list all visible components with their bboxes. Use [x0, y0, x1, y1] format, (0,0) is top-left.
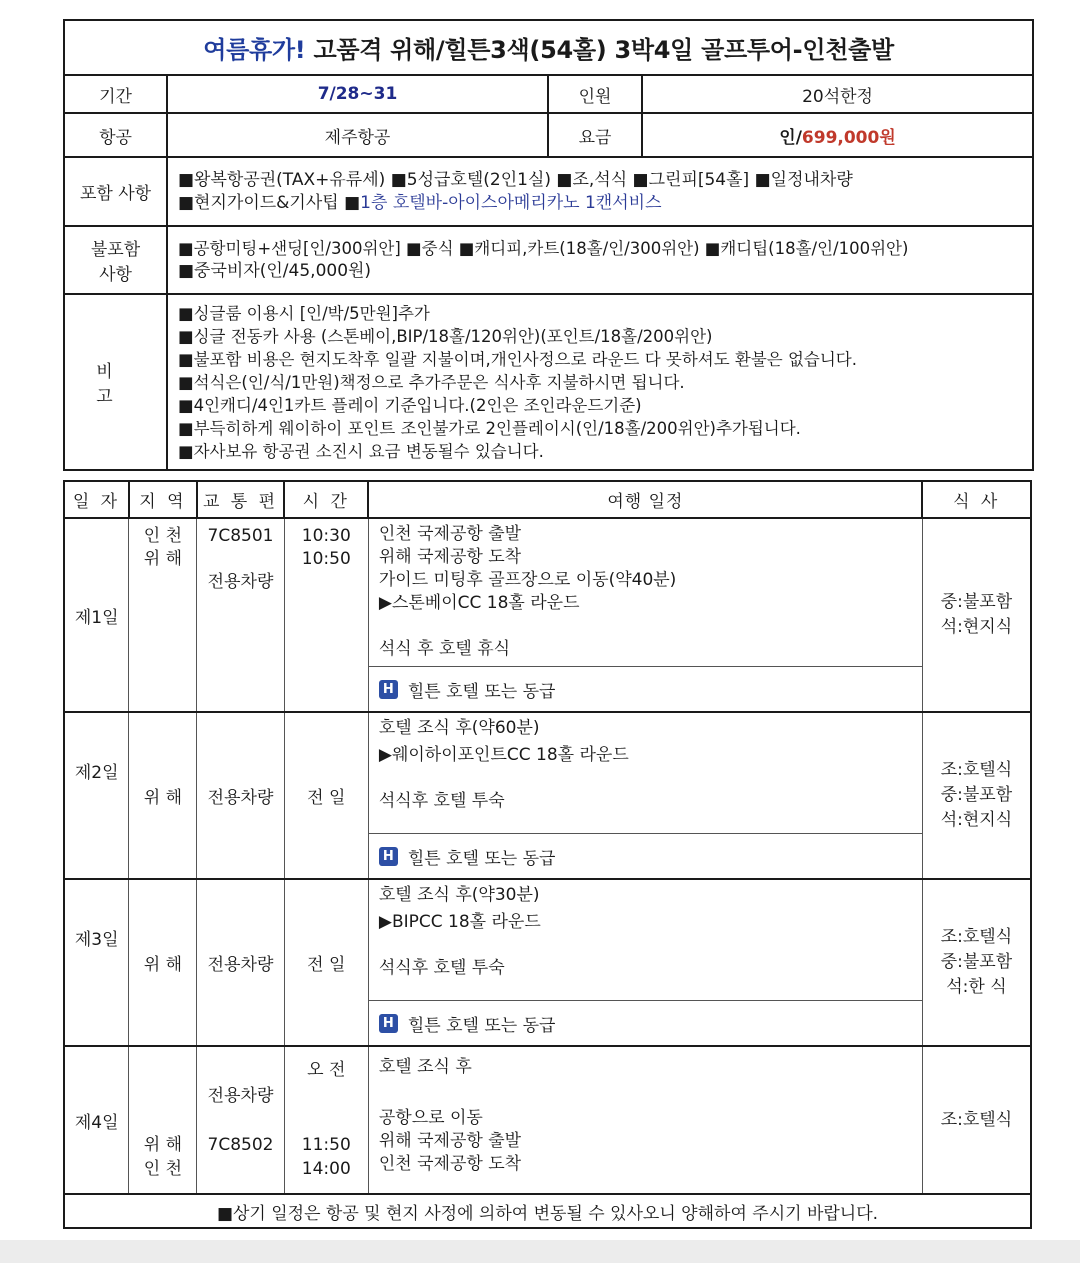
header-plan: 여행 일정	[368, 481, 922, 518]
header-time: 시 간	[284, 481, 368, 518]
header-day: 일 자	[64, 481, 129, 518]
footer-notice: ■상기 일정은 항공 및 현지 사정에 의하여 변동될 수 있사오니 양해하여 주시기 바랍니다.	[64, 1194, 1031, 1228]
plan-item: 석식 후 호텔 휴식	[378, 639, 511, 659]
time-item: 11:50	[301, 1135, 351, 1155]
meals-cell: 조:호텔식	[922, 1046, 1031, 1194]
hotel-text: 힐튼 호텔 또는 동급	[407, 1015, 556, 1036]
notes-label: 비 고	[64, 294, 167, 470]
price-value: 699,000원	[801, 127, 896, 148]
note-item: ■불포함 비용은 현지도착후 일괄 지불이며,개인사정으로 라운드 다 못하셔도 환불은 없습니다.	[178, 349, 857, 369]
plan-item: 호텔 조식 후(약60분)	[378, 718, 540, 738]
plan-item: 인천 국제공항 출발	[378, 524, 522, 544]
tour-info-table	[63, 19, 1034, 471]
time-item: 10:50	[301, 549, 351, 569]
plan-item: 인천 국제공항 도착	[378, 1154, 522, 1174]
time-item: 오 전	[307, 1060, 346, 1080]
notes-list	[167, 294, 1033, 470]
plan-item: 공항으로 이동	[378, 1108, 483, 1128]
table-row	[64, 712, 1031, 879]
title-text: 고품격 위해/힐튼3색(54홀) 3박4일 골프투어-인천출발	[313, 36, 894, 64]
day-label: 제4일	[64, 1046, 129, 1194]
region-item: 위 해	[143, 549, 183, 569]
header-region: 지 역	[129, 481, 197, 518]
plan-item: 위해 국제공항 출발	[378, 1131, 522, 1151]
hotel-text: 힐튼 호텔 또는 동급	[407, 681, 556, 702]
region-item: 인 천	[143, 526, 183, 546]
included-label: 포함 사항	[64, 157, 167, 226]
region-item: 인 천	[143, 1159, 183, 1179]
hotel-line	[369, 1000, 922, 1045]
time-item: 전 일	[284, 879, 368, 1046]
time-item: 전 일	[284, 712, 368, 879]
header-transport: 교 통 편	[197, 481, 284, 518]
hotel-icon: H	[379, 847, 398, 866]
meals-cell: 중:불포함 석:현지식	[922, 518, 1031, 712]
transport-item: 전용차량	[207, 572, 274, 592]
plan-item: 호텔 조식 후	[378, 1057, 472, 1077]
note-item: ■4인캐디/4인1카트 플레이 기준입니다.(2인은 조인라운드기준)	[178, 395, 642, 415]
price-label: 요금	[548, 113, 642, 157]
itinerary-table	[63, 480, 1032, 1229]
time-item: 10:30	[301, 526, 351, 546]
excluded-line-2: ■중국비자(인/45,000원)	[178, 261, 372, 281]
plan-item: ▶BIPCC 18홀 라운드	[378, 912, 541, 932]
excluded-label: 불포함 사항	[64, 226, 167, 294]
included-line-1: ■왕복항공권(TAX+유류세) ■5성급호텔(2인1실) ■조,석식 ■그린피[54홀] ■일정내차량	[178, 169, 853, 190]
table-row	[64, 518, 1031, 712]
page-margin	[0, 1240, 1080, 1263]
region-item: 위 해	[143, 1135, 183, 1155]
plan-item: ▶웨이하이포인트CC 18홀 라운드	[378, 745, 629, 765]
excluded-items	[167, 226, 1033, 294]
airline-label: 항공	[64, 113, 167, 157]
plan-item: 석식후 호텔 투숙	[378, 791, 505, 811]
hotel-text: 힐튼 호텔 또는 동급	[407, 848, 556, 869]
header-meals: 식 사	[922, 481, 1031, 518]
day-label: 제3일	[64, 879, 129, 1046]
page-title	[64, 20, 1033, 75]
plan-item: 석식후 호텔 투숙	[378, 958, 505, 978]
plan-item: 호텔 조식 후(약30분)	[378, 885, 540, 905]
transport-item: 7C8501	[207, 526, 274, 546]
plan-item: 가이드 미팅후 골프장으로 이동(약40분)	[378, 570, 677, 590]
people-label: 인원	[548, 75, 642, 113]
hotel-icon: H	[379, 680, 398, 699]
note-item: ■석식은(인/식/1만원)책정으로 추가주문은 식사후 지불하시면 됩니다.	[178, 372, 685, 392]
period-label: 기간	[64, 75, 167, 113]
hotel-icon: H	[379, 1014, 398, 1033]
note-item: ■부득히하게 웨이하이 포인트 조인불가로 2인플레이시(인/18홀/200위안)추가됩니다.	[178, 418, 801, 438]
plan-item: 위해 국제공항 도착	[378, 547, 522, 567]
region-item: 위 해	[129, 712, 197, 879]
people-value: 20석한정	[642, 75, 1033, 113]
day-label: 제1일	[64, 518, 129, 712]
hotel-line	[369, 666, 922, 711]
meals-cell: 조:호텔식 중:불포함 석:한 식	[922, 879, 1031, 1046]
title-highlight: 여름휴가!	[203, 36, 306, 64]
time-item: 14:00	[301, 1159, 351, 1179]
plan-item: ▶스톤베이CC 18홀 라운드	[378, 593, 580, 613]
note-item: ■자사보유 항공권 소진시 요금 변동될수 있습니다.	[178, 441, 544, 461]
hotel-line	[369, 833, 922, 878]
region-item: 위 해	[129, 879, 197, 1046]
excluded-line-1: ■공항미팅+샌딩[인/300위안] ■중식 ■캐디피,카트(18홀/인/300위안) ■캐디팁(18홀/인/100위안)	[178, 239, 909, 258]
included-line-2: ■현지가이드&기사팁 ■1층 호텔바-아이스아메리카노 1캔서비스	[178, 192, 662, 213]
transport-item: 7C8502	[207, 1135, 274, 1155]
transport-item: 전용차량	[207, 1086, 274, 1106]
included-items	[167, 157, 1033, 226]
meals-cell: 조:호텔식 중:불포함 석:현지식	[922, 712, 1031, 879]
transport-item: 전용차량	[197, 712, 284, 879]
airline-value: 제주항공	[167, 113, 548, 157]
day-label: 제2일	[64, 712, 129, 879]
period-value: 7/28~31	[167, 75, 548, 113]
included-service: 1층 호텔바-아이스아메리카노 1캔서비스	[360, 192, 662, 213]
table-row	[64, 879, 1031, 1046]
price-prefix: 인/	[779, 127, 802, 148]
transport-item: 전용차량	[197, 879, 284, 1046]
price-cell	[642, 113, 1033, 157]
note-item: ■싱글 전동카 사용 (스톤베이,BIP/18홀/120위안)(포인트/18홀/200위안)	[178, 326, 713, 346]
note-item: ■싱글룸 이용시 [인/박/5만원]추가	[178, 303, 430, 323]
table-row	[64, 1046, 1031, 1194]
